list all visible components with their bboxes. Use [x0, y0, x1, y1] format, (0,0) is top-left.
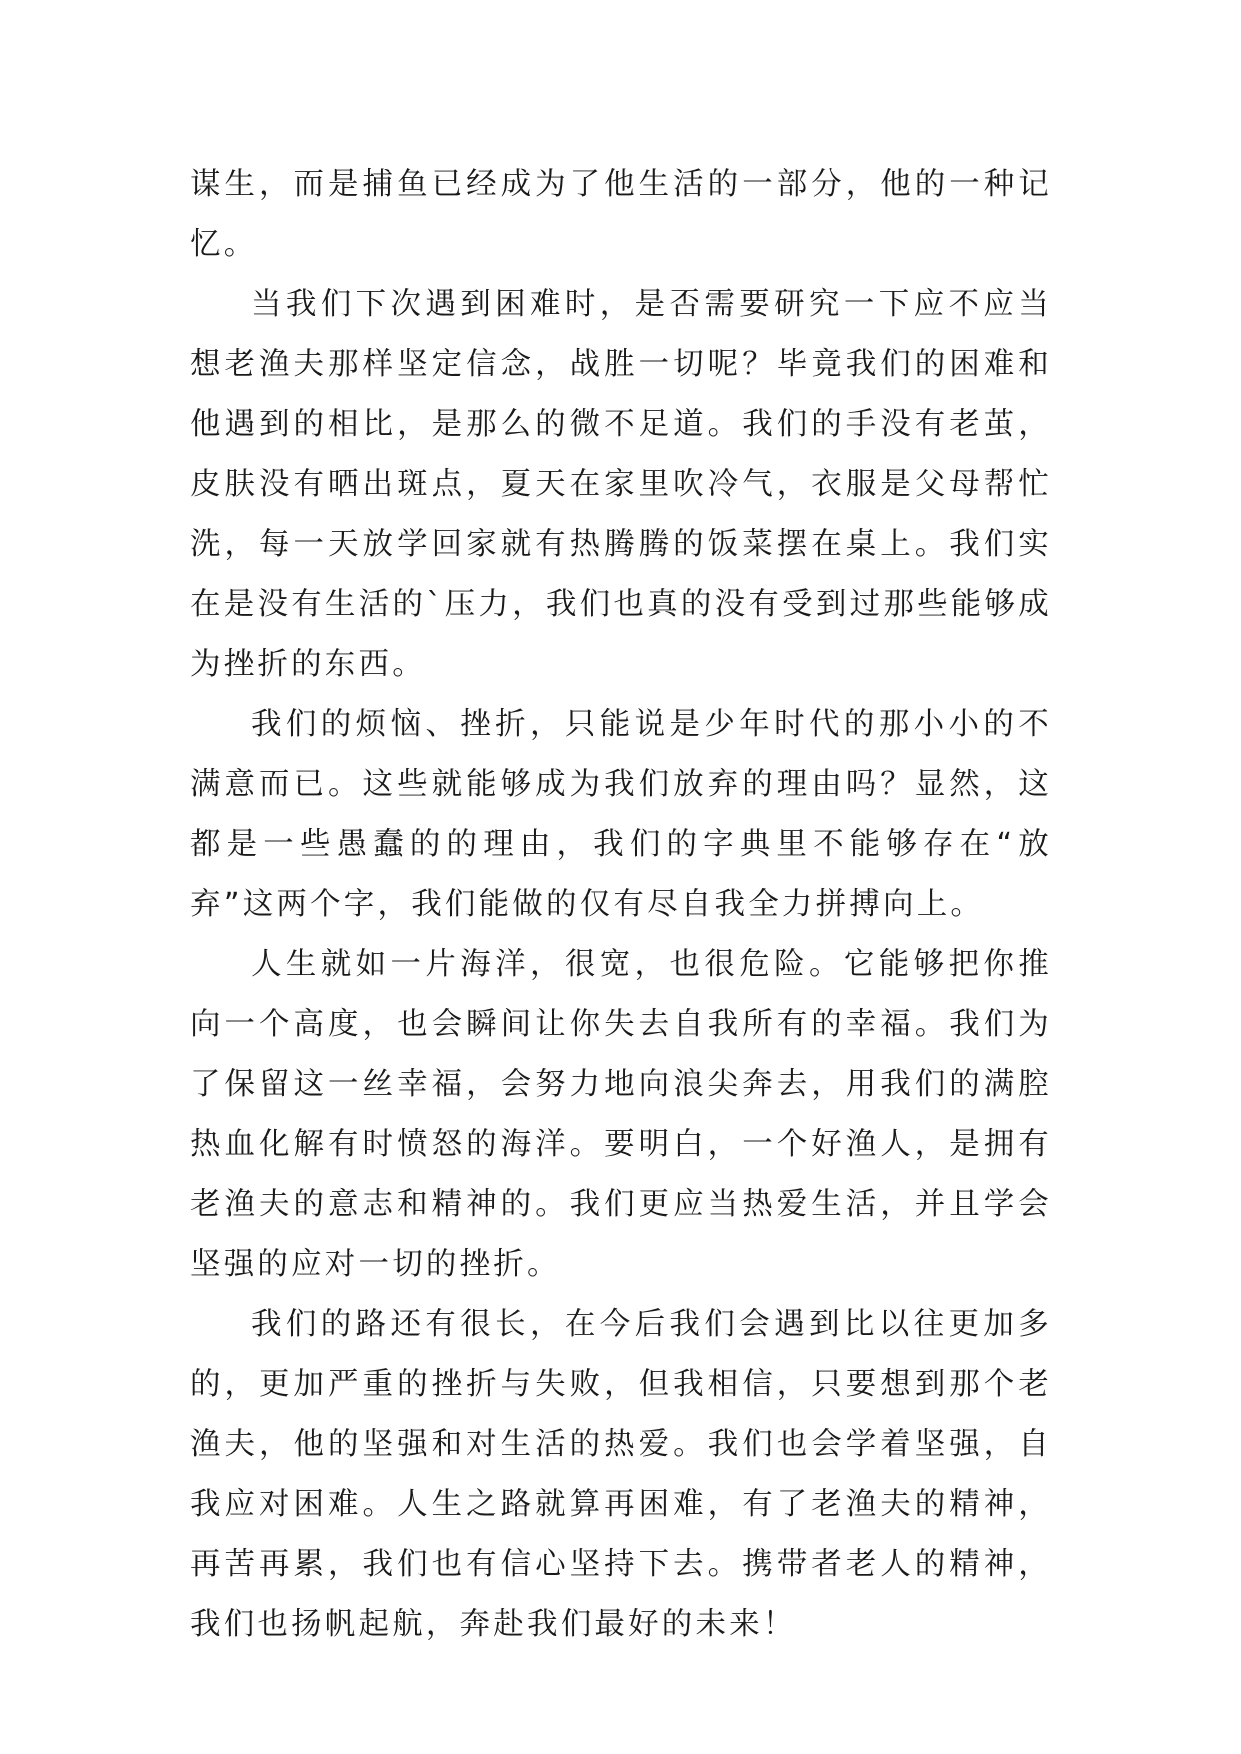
paragraph: 我们的烦恼、挫折，只能说是少年时代的那小小的不满意而已。这些就能够成为我们放弃的理由吗？显然，这都是一些愚蠢的的理由，我们的字典里不能够存在“放弃”这两个字，我们能做的仅有尽自我全力拼搏向上。 — [190, 707, 1052, 922]
paragraph: 人生就如一片海洋，很宽，也很危险。它能够把你推向一个高度，也会瞬间让你失去自我所有的幸福。我们为了保留这一丝幸福，会努力地向浪尖奔去，用我们的满腔热血化解有时愤怒的海洋。要明白，一个好渔人，是拥有老渔夫的意志和精神的。我们更应当热爱生活，并且学会坚强的应对一切的挫折。 — [190, 947, 1052, 1282]
document-body — [190, 155, 1052, 1655]
paragraph: 当我们下次遇到困难时，是否需要研究一下应不应当想老渔夫那样坚定信念，战胜一切呢？毕竟我们的困难和他遇到的相比，是那么的微不足道。我们的手没有老茧，皮肤没有晒出斑点，夏天在家里吹冷气，衣服是父母帮忙洗，每一天放学回家就有热腾腾的饭菜摆在桌上。我们实在是没有生活的`压力，我们也真的没有受到过那些能够成为挫折的东西。 — [190, 287, 1052, 682]
paragraph: 我们的路还有很长，在今后我们会遇到比以往更加多的，更加严重的挫折与失败，但我相信，只要想到那个老渔夫，他的坚强和对生活的热爱。我们也会学着坚强，自我应对困难。人生之路就算再困难，有了老渔夫的精神，再苦再累，我们也有信心坚持下去。携带者老人的精神，我们也扬帆起航，奔赴我们最好的未来！ — [190, 1307, 1052, 1642]
paragraph-continued: 谋生，而是捕鱼已经成为了他生活的一部分，他的一种记忆。 — [190, 167, 1052, 262]
